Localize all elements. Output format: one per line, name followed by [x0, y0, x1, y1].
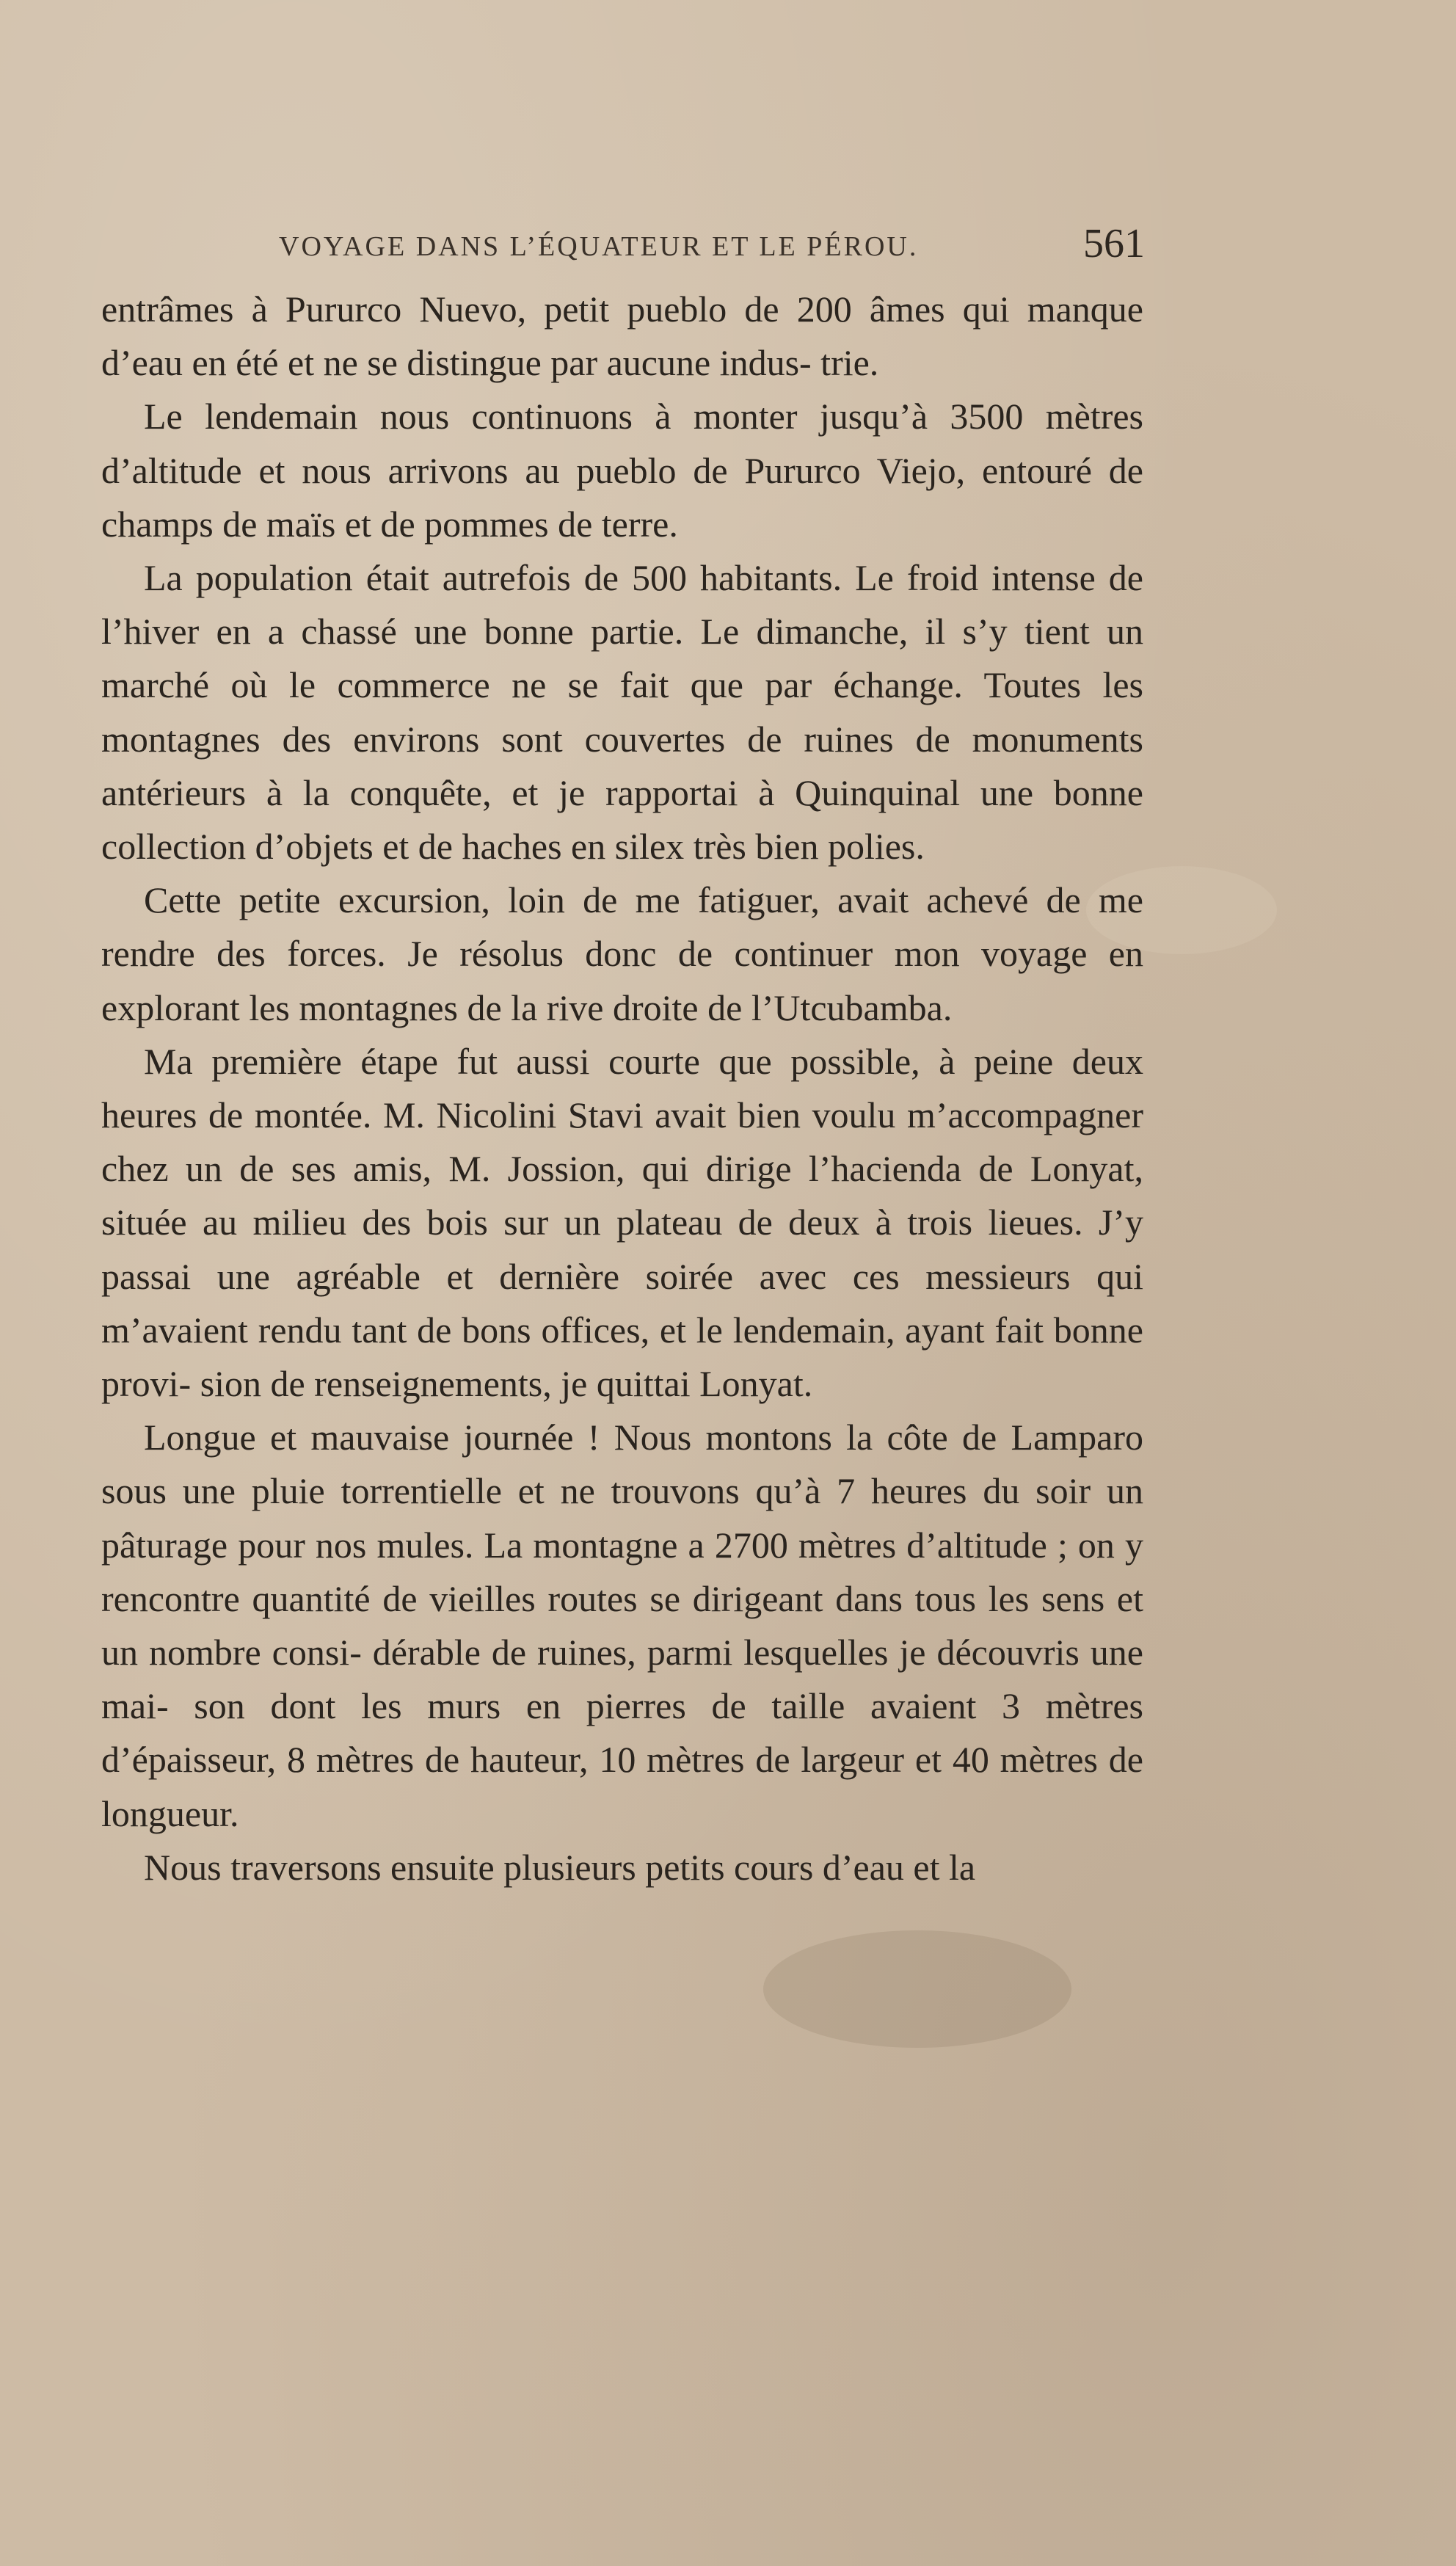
- body-text: [101, 283, 1143, 1894]
- paragraph: entrâmes à Pururco Nuevo, petit pueblo de 200 âmes qui manque d’eau en été et ne se distingue par aucune indus- trie.: [101, 288, 1143, 384]
- paragraph: Ma première étape fut aussi courte que possible, à peine deux heures de montée. M. Nicolini Stavi avait bien voulu m’accompagner chez un de ses amis, M. Jossion, qui dirige l’hacienda de Lonyat, située au milieu des bois sur un plateau de deux à trois lieues. J’y passai une agréable et dernière soirée avec ces messieurs qui m’avaient rendu tant de bons offices, et le lendemain, ayant fait bonne provi- sion de renseignements, je quittai Lonyat.: [101, 1040, 1143, 1405]
- running-title: VOYAGE DANS L’ÉQUATEUR ET LE PÉROU.: [279, 231, 919, 262]
- paragraph: La population était autrefois de 500 habitants. Le froid intense de l’hiver en a chassé une bonne partie. Le dimanche, il s’y tient un marché où le commerce ne se fait que par échange. Toutes les montagnes des environs sont couvertes de ruines de monuments antérieurs à la conquête, et je rapportai à Quinquinal une bonne collection d’objets et de haches en silex très bien polies.: [101, 557, 1143, 868]
- running-head: [279, 220, 1145, 272]
- paper-stain: [763, 1930, 1071, 2048]
- page-number: 561: [1083, 221, 1145, 266]
- paragraph: Nous traversons ensuite plusieurs petits cours d’eau et la: [144, 1846, 976, 1888]
- paragraph: Longue et mauvaise journée ! Nous montons la côte de Lamparo sous une pluie torrentielle et ne trouvons qu’à 7 heures du soir un pâturage pour nos mules. La montagne a 2700 mètres d’altitude ; on y rencontre quantité de vieilles routes se dirigeant dans tous les sens et un nombre consi- dérable de ruines, parmi lesquelles je découvris une mai- son dont les murs en pierres de taille avaient 3 mètres d’épaisseur, 8 mètres de hauteur, 10 mètres de largeur et 40 mètres de longueur.: [101, 1417, 1143, 1834]
- paragraph: Cette petite excursion, loin de me fatiguer, avait achevé de me rendre des forces. Je résolus donc de continuer mon voyage en explorant les montagnes de la rive droite de l’Utcubamba.: [101, 879, 1143, 1028]
- paragraph: Le lendemain nous continuons à monter jusqu’à 3500 mètres d’altitude et nous arrivons au pueblo de Pururco Viejo, entouré de champs de maïs et de pommes de terre.: [101, 396, 1143, 545]
